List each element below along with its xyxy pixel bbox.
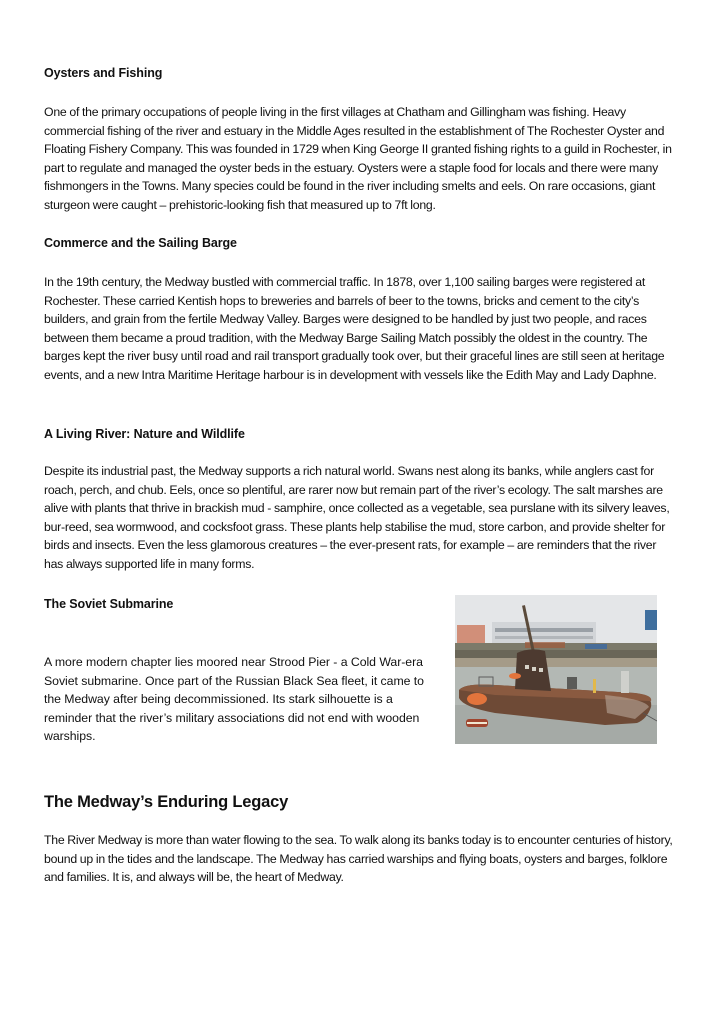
heading-oysters-and-fishing: Oysters and Fishing: [44, 66, 163, 80]
paragraph-commerce-sailing-barge: In the 19th century, the Medway bustled with commercial traffic. In 1878, over 1,100 sailing barges were registered at Rochester. These carried Kentish hops to breweries and barrels of beer to the towns, bricks and cement to the city’s builders, and grain from the fertile Medway Valley. Barges were designed to be handled by just two people, and races between them became a proud tradition, with the Medway Barge Sailing Match possibly the oldest in the country. The barges kept the river busy until road and rail transport gradually took over, but their graceful lines are still seen at heritage events, and a new Intra Maritime Heritage harbour is in development with vessels like the Edith May and Lady Daphne.: [44, 275, 665, 382]
heading-soviet-submarine: The Soviet Submarine: [44, 597, 174, 611]
paragraph-enduring-legacy: The River Medway is more than water flowing to the sea. To walk along its banks today is to encounter centuries of history, bound up in the tides and the landscape. The Medway has carried warships and flying boats, oysters and barges, folklore and families. It is, and always will be, the heart of Medway.: [44, 833, 673, 885]
paragraph-living-river: Despite its industrial past, the Medway supports a rich natural world. Swans nest along its banks, while anglers cast for roach, perch, and chub. Eels, once so plentiful, are rarer now but remain part of the river’s ecology. The salt marshes are alive with plants that thrive in brackish mud - samphire, once collected as a vegetable, sea purslane with its silvery leaves, bur-reed, sea wormwood, and cocksfoot grass. These plants help stabilise the mud, store carbon, and provide shelter for birds and insects. Even the less glamorous creatures – the ever-present rats, for example – are reminders that the river has always supported life in many forms.: [44, 464, 670, 571]
submarine-photo-illustration: [455, 595, 657, 744]
heading-living-river: A Living River: Nature and Wildlife: [44, 427, 245, 441]
paragraph-oysters-and-fishing: One of the primary occupations of people living in the first villages at Chatham and Gillingham was fishing. Heavy commercial fishing of the river and estuary in the Middle Ages resulted in the establishment of The Rochester Oyster and Floating Fishery Company. This was founded in 1729 when King George II granted fishing rights to a guild in Rochester, in part to regulate and managed the oyster beds in the estuary. Oysters were a staple food for locals and there were many fishmongers in the Towns. Many species could be found in the river including smelts and eels. On rare occasions, giant sturgeon were caught – prehistoric-looking fish that measured up to 7ft long.: [44, 105, 672, 212]
heading-enduring-legacy: The Medway’s Enduring Legacy: [44, 793, 289, 811]
heading-commerce-sailing-barge: Commerce and the Sailing Barge: [44, 236, 237, 250]
paragraph-soviet-submarine: A more modern chapter lies moored near Strood Pier - a Cold War-era Soviet submarine. Once part of the Russian Black Sea fleet, it came to the Medway after being decommissioned. Its stark silhouette is a reminder that the river’s military associations did not end with wooden warships.: [44, 655, 424, 744]
submarine-photo: [455, 595, 657, 744]
